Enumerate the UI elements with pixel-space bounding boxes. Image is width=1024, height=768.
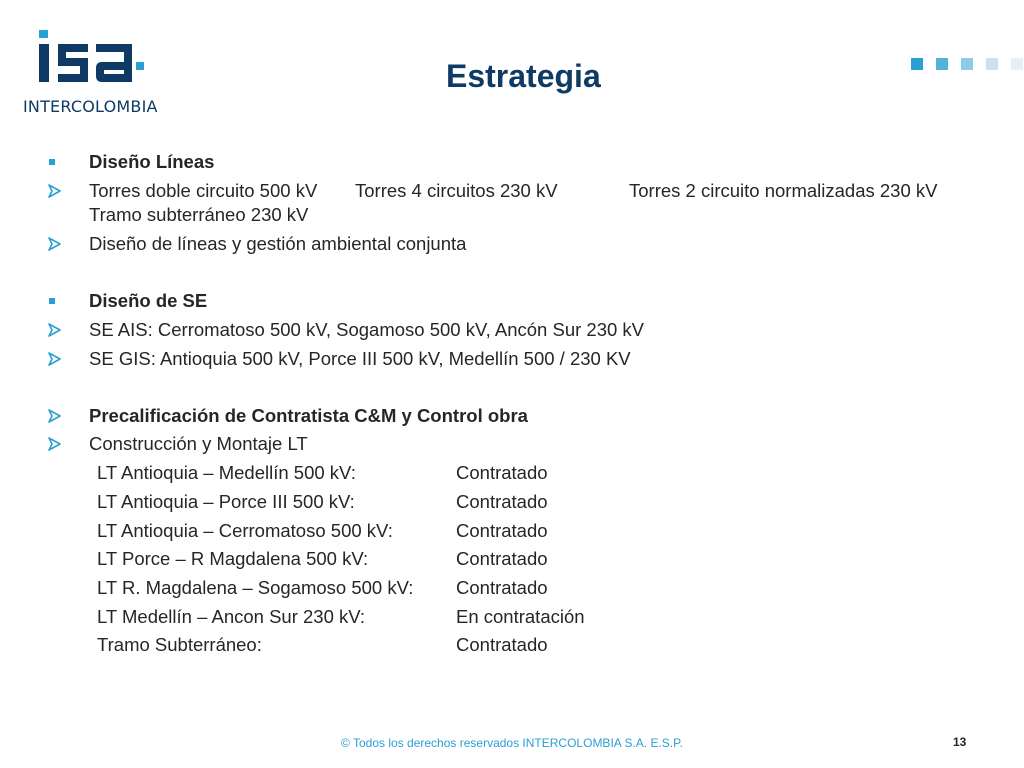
torres-doble-circuito: Torres doble circuito 500 kV bbox=[89, 180, 318, 201]
precalificacion: Precalificación de Contratista C&M y Control obra bbox=[89, 405, 528, 426]
line-name: LT Medellín – Ancon Sur 230 kV: bbox=[97, 606, 366, 627]
section-heading-lineas: Diseño Líneas bbox=[89, 151, 215, 172]
decor-square-3 bbox=[961, 58, 973, 70]
intercolombia-logo bbox=[22, 30, 182, 120]
line-name: LT Antioquia – Cerromatoso 500 kV: bbox=[97, 520, 393, 541]
se-gis: SE GIS: Antioquia 500 kV, Porce III 500 kV, Medellín 500 / 230 KV bbox=[89, 348, 631, 369]
decor-square-2 bbox=[936, 58, 948, 70]
square-bullet-icon bbox=[48, 150, 62, 174]
section-heading-se: Diseño de SE bbox=[89, 290, 208, 311]
line-status: Contratado bbox=[456, 491, 548, 512]
line-status: Contratado bbox=[456, 462, 548, 483]
line-name: LT Antioquia – Porce III 500 kV: bbox=[97, 491, 355, 512]
line-status: Contratado bbox=[456, 634, 548, 655]
torres-2-circuito: Torres 2 circuito normalizadas 230 kV bbox=[629, 180, 938, 201]
footer-copyright: © Todos los derechos reservados INTERCOLOMBIA S.A. E.S.P. bbox=[341, 736, 683, 750]
decor-square-5 bbox=[1011, 58, 1023, 70]
arrow-bullet-icon bbox=[48, 432, 62, 456]
arrow-bullet-icon bbox=[48, 347, 62, 371]
arrow-bullet-icon bbox=[48, 318, 62, 342]
line-name: LT Porce – R Magdalena 500 kV: bbox=[97, 548, 369, 569]
logo-subtitle: INTERCOLOMBIA bbox=[23, 97, 158, 116]
torres-4-circuitos: Torres 4 circuitos 230 kV bbox=[355, 180, 558, 201]
line-status: En contratación bbox=[456, 606, 585, 627]
construccion-montaje: Construcción y Montaje LT bbox=[89, 433, 308, 454]
square-bullet-icon bbox=[48, 289, 62, 313]
decor-square-4 bbox=[986, 58, 998, 70]
slide-title: Estrategia bbox=[446, 58, 601, 94]
decor-square-1 bbox=[911, 58, 923, 70]
diseno-lineas-gestion: Diseño de líneas y gestión ambiental conjunta bbox=[89, 233, 467, 254]
line-name: LT R. Magdalena – Sogamoso 500 kV: bbox=[97, 577, 414, 598]
arrow-bullet-icon bbox=[48, 179, 62, 203]
se-ais: SE AIS: Cerromatoso 500 kV, Sogamoso 500 kV, Ancón Sur 230 kV bbox=[89, 319, 644, 340]
line-status: Contratado bbox=[456, 548, 548, 569]
isa-logo-mark bbox=[22, 30, 162, 92]
line-name: LT Antioquia – Medellín 500 kV: bbox=[97, 462, 356, 483]
page-number: 13 bbox=[953, 735, 967, 749]
line-status: Contratado bbox=[456, 577, 548, 598]
tramo-subterraneo: Tramo subterráneo 230 kV bbox=[89, 204, 309, 225]
line-name: Tramo Subterráneo: bbox=[97, 634, 262, 655]
arrow-bullet-icon bbox=[48, 404, 62, 428]
line-status: Contratado bbox=[456, 520, 548, 541]
arrow-bullet-icon bbox=[48, 232, 62, 256]
